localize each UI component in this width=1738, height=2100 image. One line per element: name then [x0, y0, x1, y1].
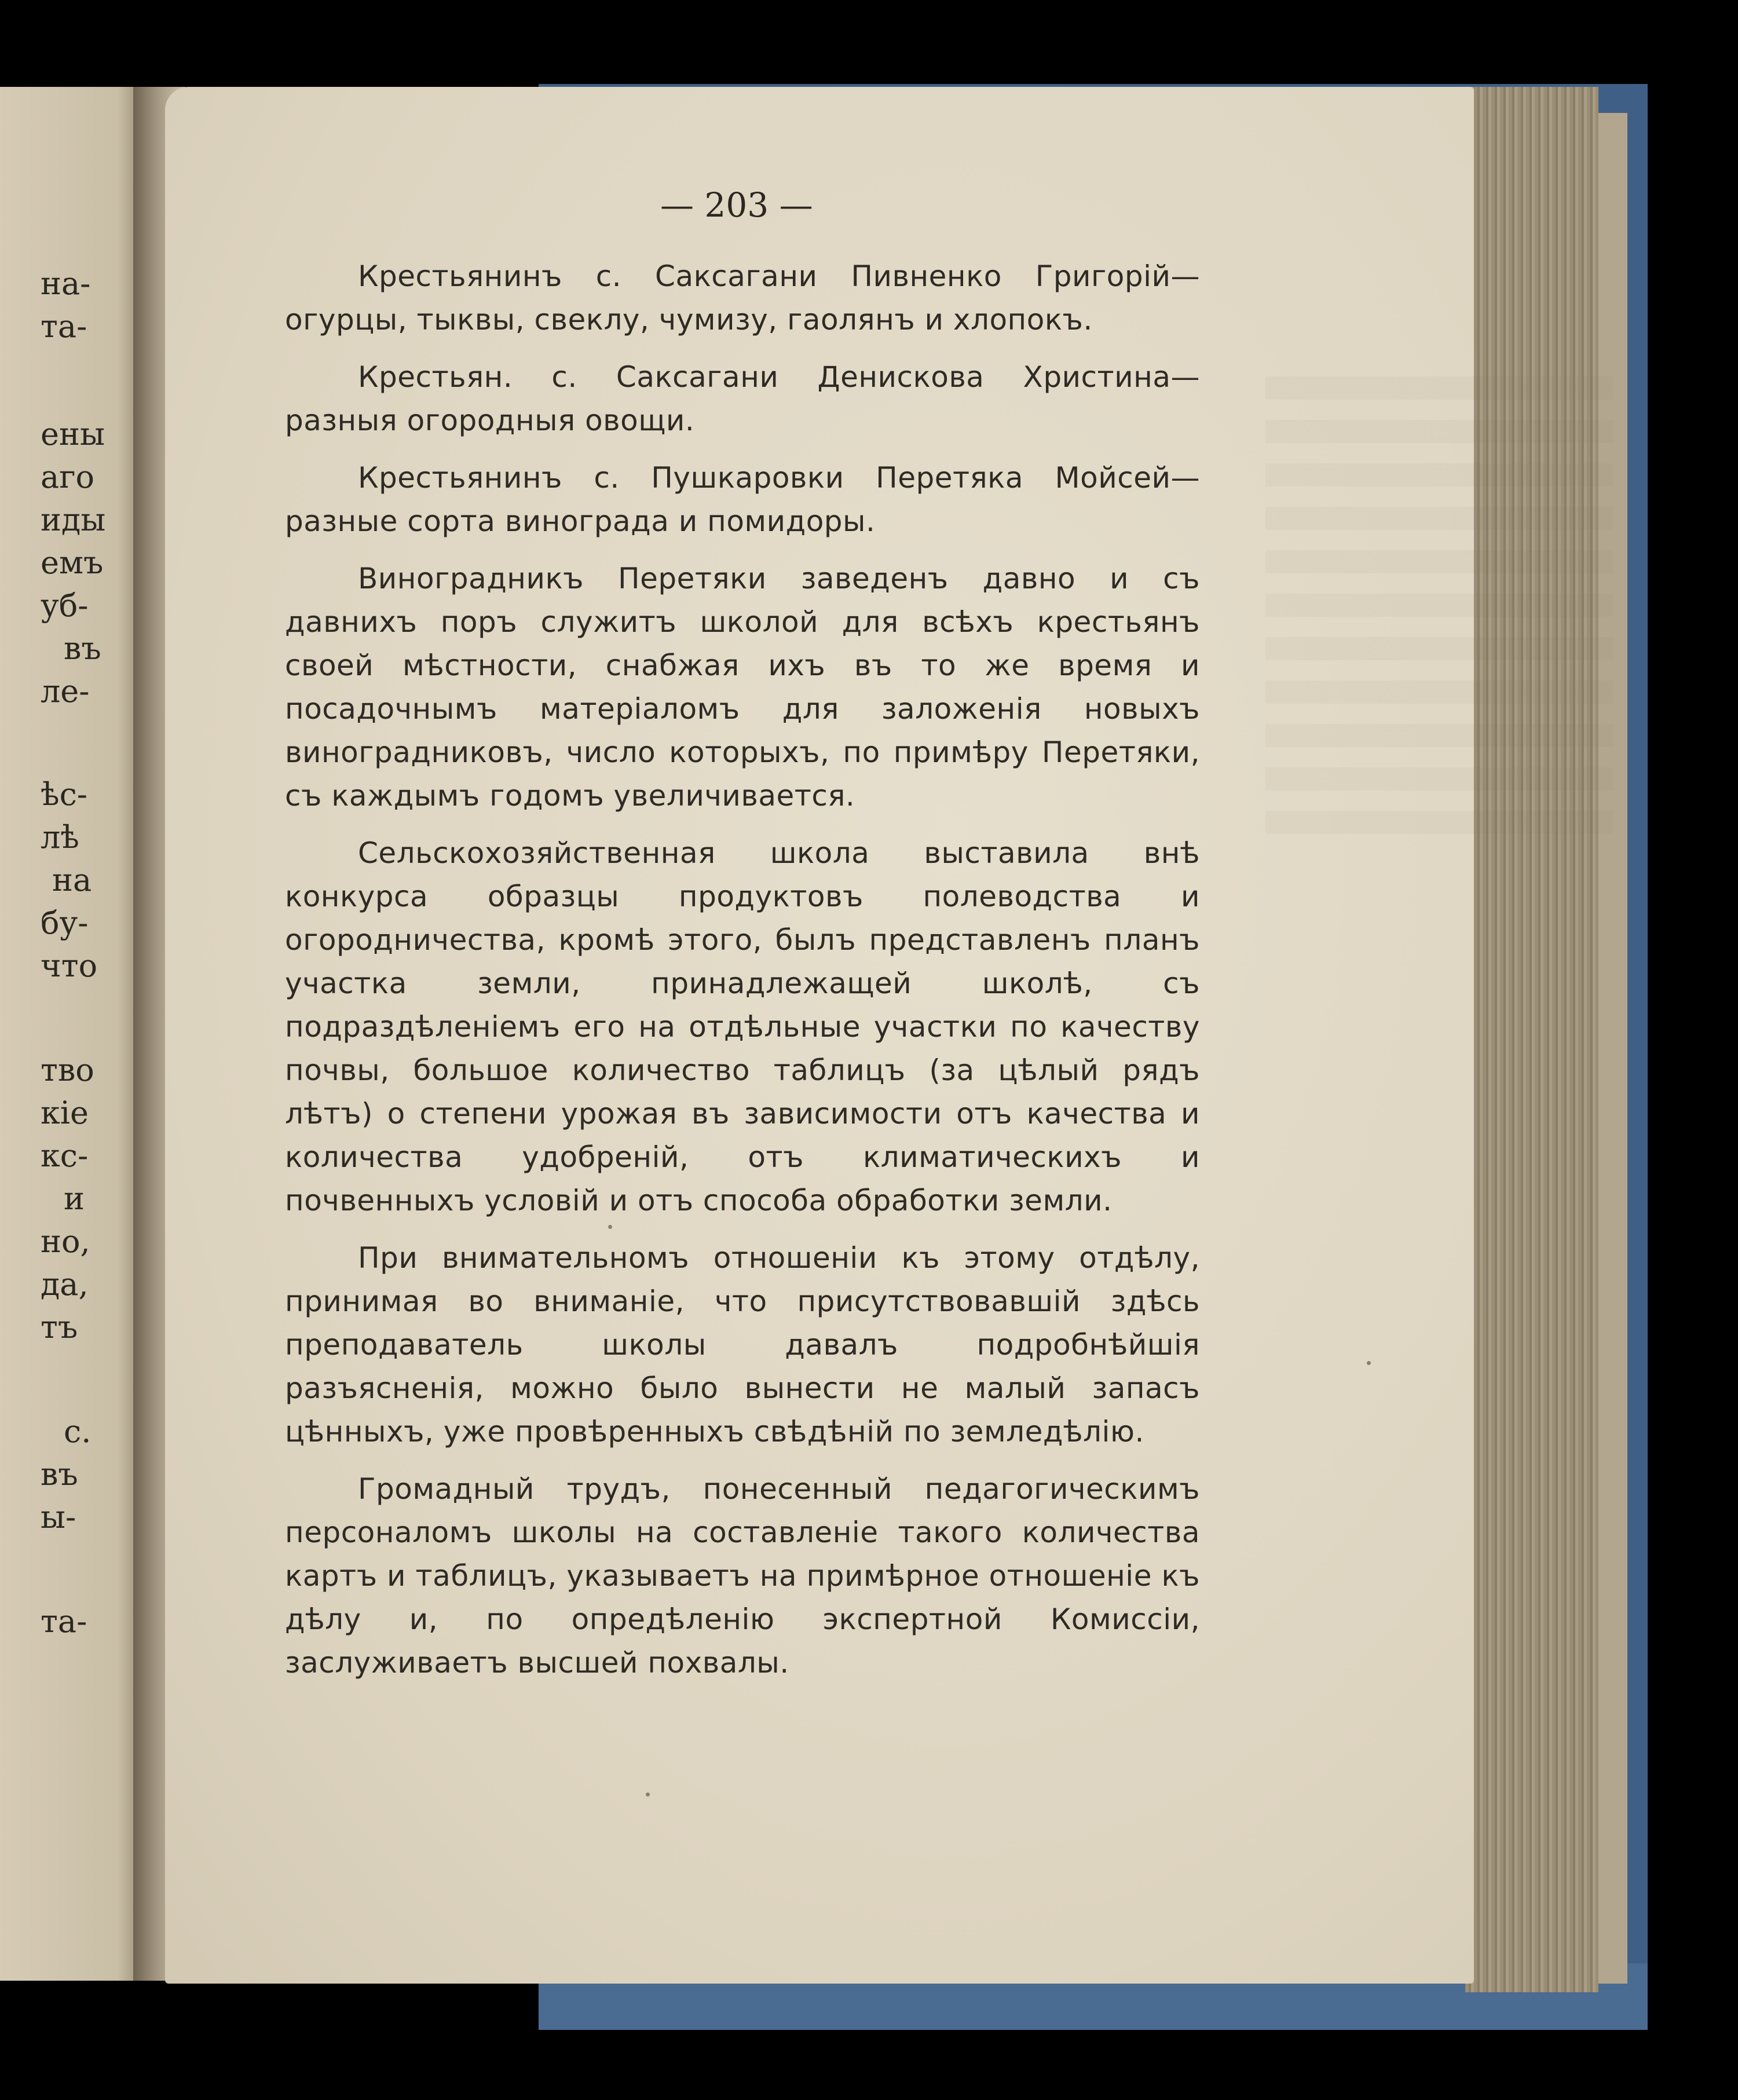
fragment-line: въ	[41, 1456, 78, 1492]
fragment-line: да,	[41, 1266, 89, 1303]
fragment-line: с.	[64, 1413, 92, 1450]
fragment-line: кіе	[41, 1095, 89, 1131]
fragment-line: ле-	[41, 673, 90, 709]
paragraph: Сельскохозяйственная школа выставила внѣ конкурса образцы продуктовъ полеводства и огородничества, кромѣ этого, былъ представленъ планъ участка земли, принадлежащей школѣ, съ подраздѣленіемъ его на отдѣльные участки по качеству почвы, большое количество таблицъ (за цѣлый рядъ лѣтъ) о степени урожая въ зависимости отъ качества и количества удобреній, отъ климатическихъ и почвенныхъ условій и отъ способа обработки земли.	[285, 836, 1200, 1217]
paragraph: Крестьянинъ с. Пушкаровки Перетяка Мойсей— разные сорта винограда и помидоры.	[285, 461, 1200, 538]
fragment-line: ы-	[41, 1499, 76, 1535]
fragment-line: ены	[41, 416, 105, 452]
page-body-text	[285, 255, 1200, 1685]
paper-speck	[1367, 1361, 1371, 1365]
paper-speck	[646, 1792, 650, 1797]
fragment-line: ѣс-	[41, 776, 88, 813]
fragment-line: емъ	[41, 544, 104, 581]
fragment-line: бу-	[41, 905, 89, 941]
fragment-line: та-	[41, 1603, 87, 1640]
fragment-line: кс-	[41, 1137, 89, 1174]
fragment-line: аго	[41, 459, 94, 495]
fragment-line: иды	[41, 502, 106, 538]
fragment-line: что	[41, 947, 98, 984]
paragraph: Крестьян. с. Саксагани Денискова Христина— разныя огородныя овощи.	[285, 360, 1200, 437]
paragraph: Виноградникъ Перетяки заведенъ давно и съ давнихъ поръ служитъ школой для всѣхъ крестьянъ своей мѣстности, снабжая ихъ въ то же время и посадочнымъ матеріаломъ для заложенія новыхъ виноградниковъ, число которыхъ, по примѣру Перетяки, съ каждымъ годомъ увеличивается.	[285, 562, 1200, 813]
fragment-line: уб-	[41, 587, 89, 624]
fragment-line: и	[64, 1180, 85, 1217]
facing-page-text-fragments	[0, 0, 139, 2100]
paper-speck	[608, 1225, 612, 1229]
fragment-line: та-	[41, 308, 87, 345]
fragment-line: лѣ	[41, 819, 79, 855]
fragment-line: тъ	[41, 1309, 78, 1345]
paragraph: При внимательномъ отношеніи къ этому отдѣлу, принимая во вниманіе, что присутствовавшій здѣсь преподаватель школы давалъ подробнѣйшія разъясненія, можно было вынести не малый запасъ цѣнныхъ, уже провѣренныхъ свѣдѣній по земледѣлію.	[285, 1241, 1200, 1448]
page-number: — 203 —	[660, 185, 813, 225]
fragment-line: въ	[64, 630, 101, 667]
show-through-text	[1265, 359, 1613, 834]
paragraph: Громадный трудъ, понесенный педагогическимъ персоналомъ школы на составленіе такого количества картъ и таблицъ, указываетъ на примѣрное отношеніе къ дѣлу и, по опредѣленію экспертной Комиссіи, заслуживаетъ высшей похвалы.	[285, 1472, 1200, 1680]
fragment-line: тво	[41, 1052, 94, 1088]
fragment-line: но,	[41, 1223, 90, 1260]
fragment-line: на	[52, 862, 92, 898]
paragraph: Крестьянинъ с. Саксагани Пивненко Григорій— огурцы, тыквы, свеклу, чумизу, гаолянъ и хлопокъ.	[285, 259, 1200, 336]
fragment-line: на-	[41, 265, 91, 302]
